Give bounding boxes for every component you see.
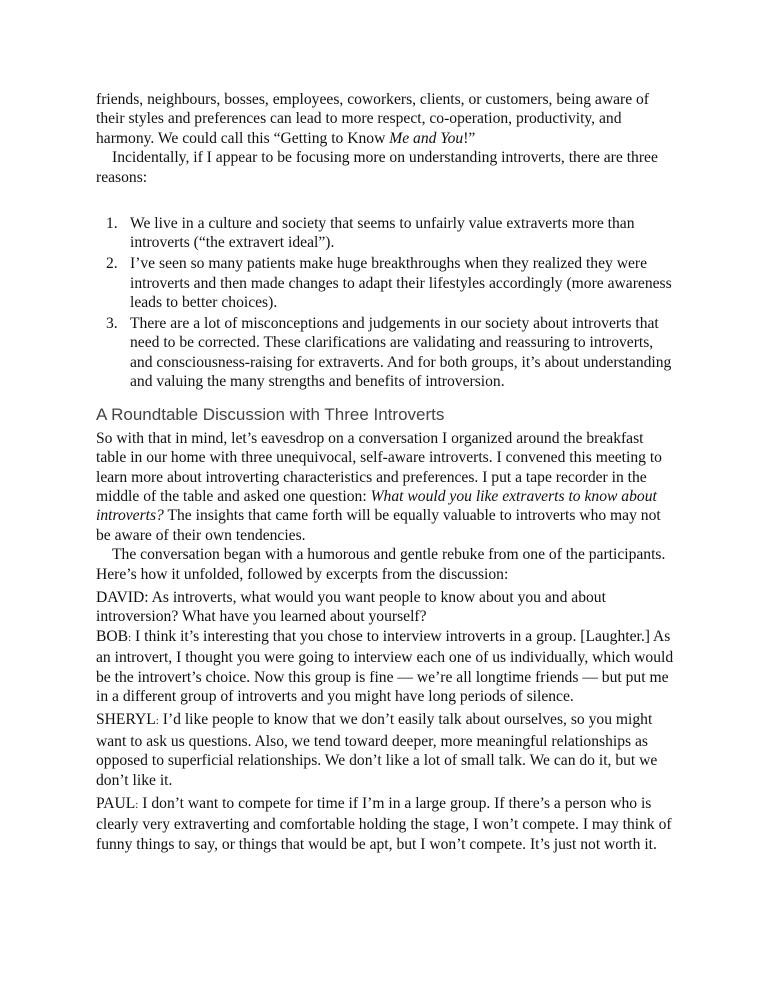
speaker-separator: :	[155, 715, 159, 728]
incidentally-paragraph: Incidentally, if I appear to be focusing more on understanding introverts, there are three reasons:	[96, 149, 658, 186]
dialogue-sheryl	[96, 710, 676, 790]
list-item-number: 2.	[106, 255, 118, 273]
dialogue-text: I think it’s interesting that you chose to interview introverts in a group. [Laughter.] As an introvert, I thought you were going to interview each one of us individually, which would be the introvert’s choice. Now this group is fine — we’re all longtime friends — but put me in a different group of introverts and you might have long periods of silence.	[96, 627, 674, 705]
dialogue-text: I don’t want to compete for time if I’m in a large group. If there’s a person who is clearly very extraverting and comfortable holding the stage, I won’t compete. I may think of funny things to say, or things that would be apt, but I won’t compete. It’s just not worth it.	[96, 795, 672, 853]
dialogue-paul	[96, 794, 676, 854]
section-paragraph-2: The conversation began with a humorous and gentle rebuke from one of the participants. Here’s how it unfolded, followed by excerpts from the discussion:	[96, 546, 666, 583]
dialogue-text: I’d like people to know that we don’t easily talk about ourselves, so you might want to ask us questions. Also, we tend toward deeper, more meaningful relationships as opposed to superficial relationships. We don’t like a lot of small talk. We can do it, but we don’t like it.	[96, 711, 658, 789]
speaker-name: PAUL	[96, 795, 136, 812]
intro-text: friends, neighbours, bosses, employees, coworkers, clients, or customers, being aware of their styles and preferences can lead to more respect, co-operation, productivity, and harmony. We could call this “Getting to Know	[96, 91, 649, 147]
list-item-number: 1.	[106, 215, 118, 233]
section-italic-question: What would you like extraverts to know about introverts?	[96, 487, 657, 525]
speaker-name: DAVID	[96, 588, 145, 606]
section-paragraph-1	[96, 429, 676, 545]
speaker-name: BOB	[96, 627, 129, 645]
intro-text-end: !”	[463, 129, 476, 147]
dialogue-bob	[96, 627, 676, 707]
intro-paragraph	[96, 90, 676, 148]
speaker-separator: :	[128, 631, 132, 644]
intro-italic-text: Me and You	[389, 129, 464, 147]
speaker-separator: :	[144, 588, 149, 606]
list-item	[96, 254, 676, 312]
list-item-text: We live in a culture and society that seems to unfairly value extraverts more than introverts (“the extravert ideal”).	[130, 215, 635, 252]
section-text-end: The insights that came forth will be equally valuable to introverts who may not be aware of their own tendencies.	[96, 507, 661, 544]
section-text: So with that in mind, let’s eavesdrop on a conversation I organized around the breakfast table in our home with three unequivocal, self-aware introverts. I convened this meeting to learn more about introverting characteristics and preferences. I put a tape recorder in the middle of the table and asked one question:	[96, 429, 662, 505]
section-heading: A Roundtable Discussion with Three Introverts	[96, 404, 445, 424]
dialogue-text: As introverts, what would you want people to know about you and about introversion? What have you learned about yourself?	[96, 588, 606, 626]
speaker-separator: :	[135, 799, 139, 811]
list-item	[96, 314, 676, 392]
list-item	[96, 214, 676, 253]
speaker-name: SHERYL	[96, 711, 156, 729]
list-item-text: I’ve seen so many patients make huge breakthroughs when they realized they were introverts and then made changes to adapt their lifestyles accordingly (more awareness leads to better choices).	[130, 255, 672, 312]
list-item-number: 3.	[106, 315, 118, 333]
dialogue-david	[96, 588, 676, 627]
reasons-list	[96, 214, 676, 392]
list-item-text: There are a lot of misconceptions and judgements in our society about introverts that need to be corrected. These clarifications are validating and reassuring to introverts, and consciousness-raising for extraverts. And for both groups, it’s about understanding and valuing the many strengths and benefits of introversion.	[130, 315, 672, 391]
